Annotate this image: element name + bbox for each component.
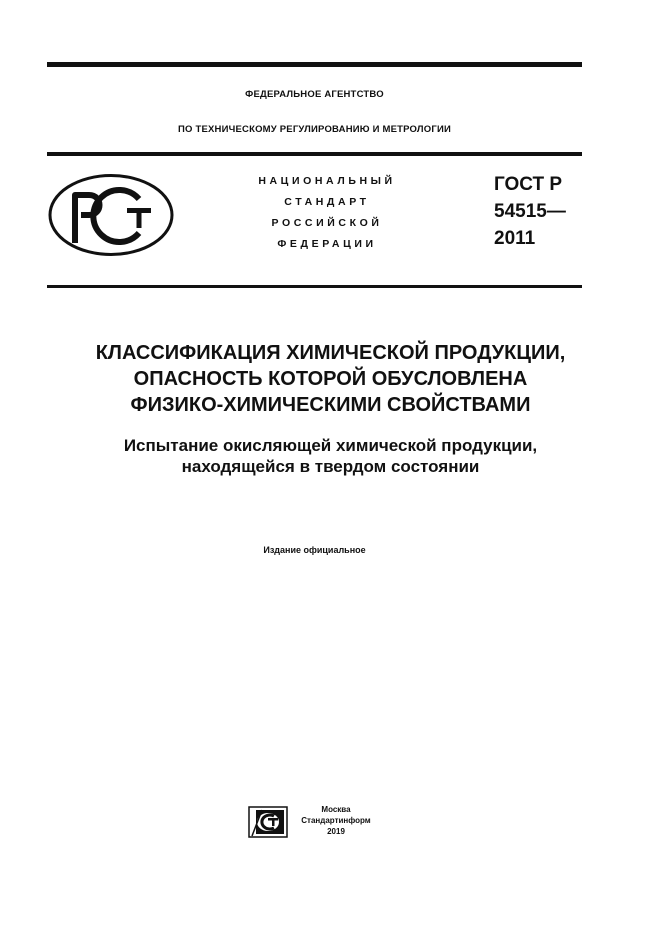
subtitle-line-2: находящейся в твердом состоянии: [181, 457, 480, 476]
national-line-3: РОССИЙСКОЙ: [271, 217, 383, 229]
national-line-1: НАЦИОНАЛЬНЫЙ: [258, 175, 396, 187]
title-line-1: КЛАССИФИКАЦИЯ ХИМИЧЕСКОЙ ПРОДУКЦИИ,: [95, 342, 566, 364]
national-line-2: СТАНДАРТ: [284, 196, 370, 208]
publisher-year: 2019: [327, 827, 345, 836]
title-line-3: ФИЗИКО-ХИМИЧЕСКИМИ СВОЙСТВАМИ: [130, 394, 531, 416]
standard-block-bottom-rule: [47, 285, 582, 288]
document-title: [30, 340, 631, 418]
top-rule: [47, 62, 582, 67]
agency-name-line1: ФЕДЕРАЛЬНОЕ АГЕНТСТВО: [245, 89, 384, 100]
title-line-2: ОПАСНОСТЬ КОТОРОЙ ОБУСЛОВЛЕНА: [133, 368, 528, 390]
official-edition-label: Издание официальное: [263, 545, 366, 555]
agency-name-line2: ПО ТЕХНИЧЕСКОМУ РЕГУЛИРОВАНИЮ И МЕТРОЛОГИИ: [178, 124, 451, 135]
publisher-name: Стандартинформ: [301, 816, 371, 825]
publisher-city: Москва: [321, 805, 351, 814]
gost-designation: [494, 171, 566, 252]
gost-number: 54515—: [494, 201, 566, 222]
document-subtitle: [30, 435, 631, 477]
national-line-4: ФЕДЕРАЦИИ: [277, 238, 377, 250]
standartinform-logo-icon: [248, 806, 288, 838]
publisher-info: [294, 804, 378, 837]
gost-label: ГОСТ Р: [494, 174, 563, 195]
rst-certification-mark-icon: [47, 173, 175, 257]
subtitle-line-1: Испытание окисляющей химической продукции,: [123, 436, 538, 455]
header-divider-rule: [47, 152, 582, 156]
national-standard-caption: [232, 171, 422, 255]
gost-year: 2011: [494, 228, 536, 249]
